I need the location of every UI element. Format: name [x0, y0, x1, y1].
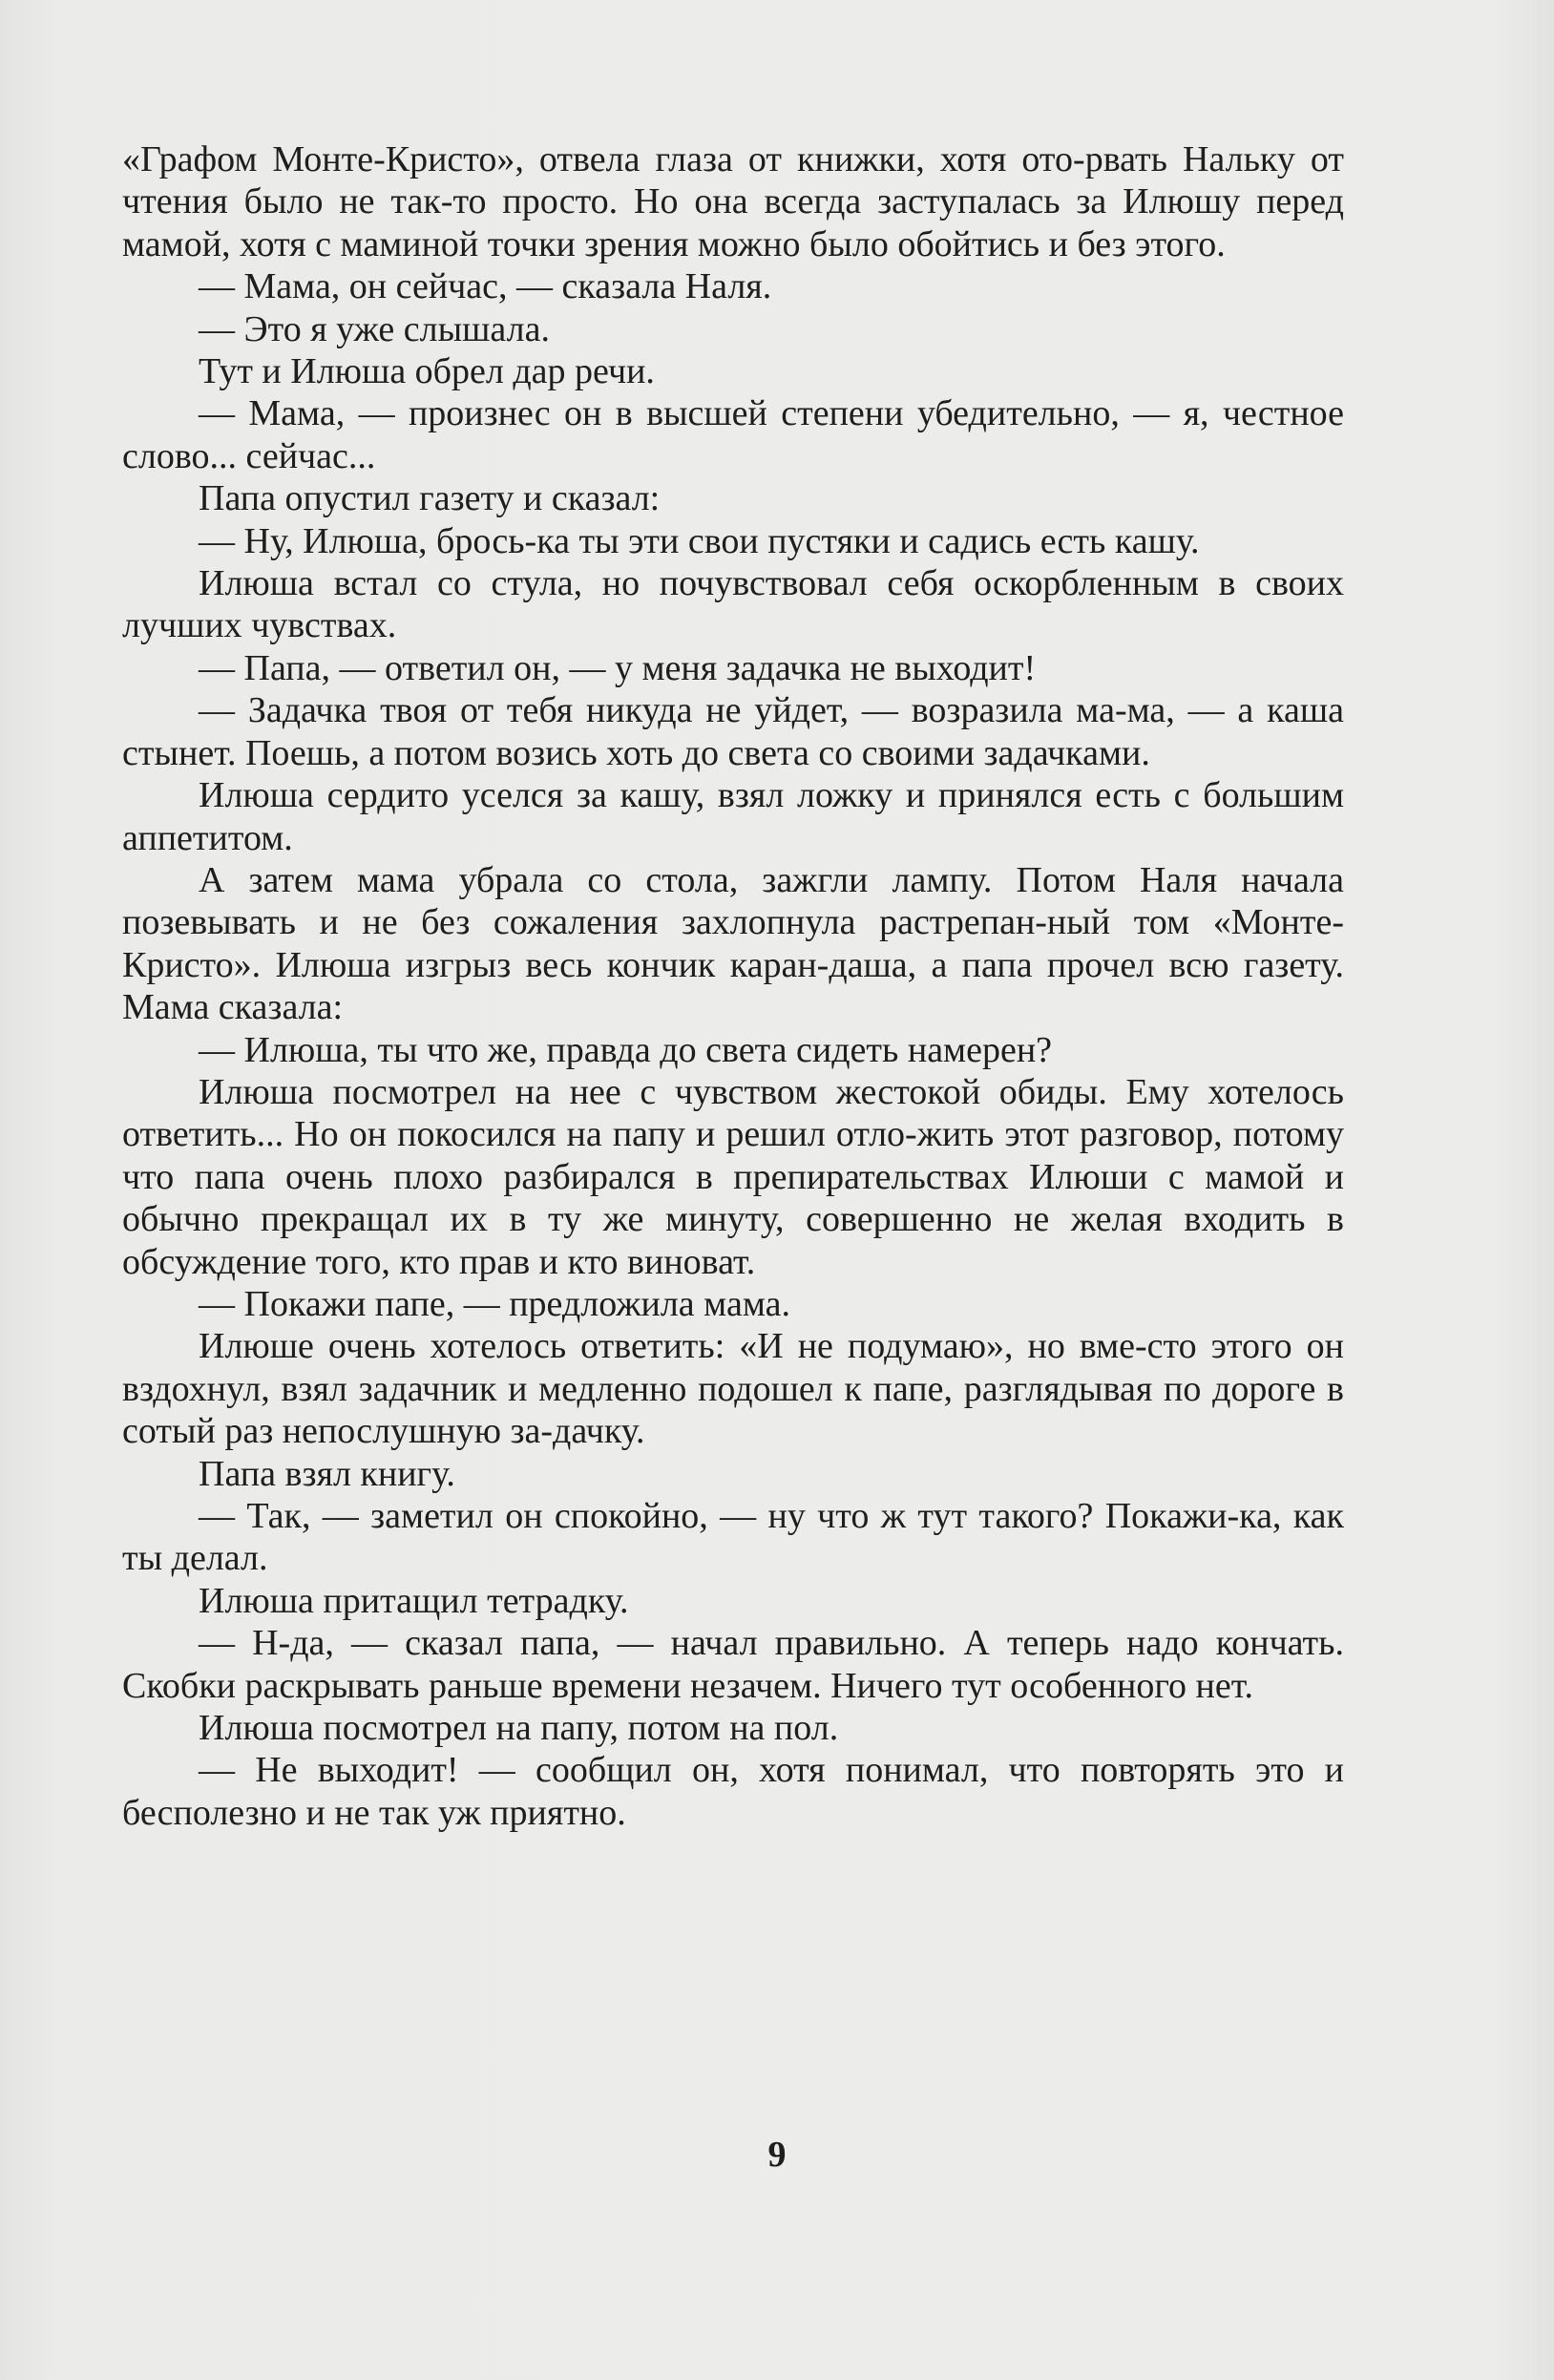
- paragraph-22: — Не выходит! — сообщил он, хотя понимал, что повторять это и бесполезно и не так уж приятно.: [122, 1750, 1344, 1833]
- paragraph-2: — Мама, он сейчас, — сказала Наля.: [199, 266, 772, 307]
- paragraph-16: Илюше очень хотелось ответить: «И не подумаю», но вме-сто этого он вздохнул, взял задачник и медленно подошел к папе, разглядывая по дороге в сотый раз непослушную за-дачку.: [122, 1326, 1344, 1452]
- paragraph-7: — Ну, Илюша, брось-ка ты эти свои пустяки и садись есть кашу.: [199, 520, 1200, 561]
- paragraph-20: — Н-да, — сказал папа, — начал правильно. А теперь надо кончать. Скобки раскрывать раньше времени незачем. Ничего тут особенного нет.: [122, 1623, 1344, 1706]
- paragraph-3: — Это я уже слышала.: [199, 308, 550, 349]
- paragraph-9: — Папа, — ответил он, — у меня задачка не выходит!: [199, 647, 1037, 688]
- paragraph-19: Илюша притащил тетрадку.: [199, 1580, 629, 1621]
- paragraph-13: — Илюша, ты что же, правда до света сидеть намерен?: [199, 1029, 1053, 1070]
- body-text: [122, 138, 1344, 1834]
- paragraph-15: — Покажи папе, — предложила мама.: [199, 1283, 790, 1324]
- page-number: 9: [767, 2135, 787, 2175]
- paragraph-5: — Мама, — произнес он в высшей степени убедительно, — я, честное слово... сейчас...: [122, 393, 1344, 476]
- paragraph-10: — Задачка твоя от тебя никуда не уйдет, — возразила ма-ма, — а каша стынет. Поешь, а потом возись хоть до света со своими задачками.: [122, 690, 1344, 773]
- paragraph-1: «Графом Монте-Кристо», отвела глаза от книжки, хотя ото-рвать Нальку от чтения было не так-то просто. Но она всегда заступалась за Илюшу перед мамой, хотя с маминой точки зрения можно было обойтись и без этого.: [122, 139, 1344, 264]
- paragraph-8: Илюша встал со стула, но почувствовал себя оскорбленным в своих лучших чувствах.: [122, 563, 1344, 646]
- paragraph-4: Тут и Илюша обрел дар речи.: [199, 351, 655, 392]
- paragraph-18: — Так, — заметил он спокойно, — ну что ж тут такого? Покажи-ка, как ты делал.: [122, 1496, 1344, 1579]
- paragraph-17: Папа взял книгу.: [199, 1453, 455, 1494]
- paragraph-6: Папа опустил газету и сказал:: [199, 478, 661, 519]
- paragraph-11: Илюша сердито уселся за кашу, взял ложку и принялся есть с большим аппетитом.: [122, 775, 1344, 858]
- paragraph-21: Илюша посмотрел на папу, потом на пол.: [199, 1708, 839, 1749]
- paragraph-14: Илюша посмотрел на нее с чувством жестокой обиды. Ему хотелось ответить... Но он покосился на папу и решил отло-жить этот разговор, потому что папа очень плохо разбирался в препирательствах Илюши с мамой и обычно прекращал их в ту же минуту, совершенно не желая входить в обсуждение того, кто прав и кто виноват.: [122, 1071, 1344, 1282]
- paragraph-12: А затем мама убрала со стола, зажгли лампу. Потом Наля начала позевывать и не без сожаления захлопнула растрепан-ный том «Монте-Кристо». Илюша изгрыз весь кончик каран-даша, а папа прочел всю газету. Мама сказала:: [122, 859, 1344, 1028]
